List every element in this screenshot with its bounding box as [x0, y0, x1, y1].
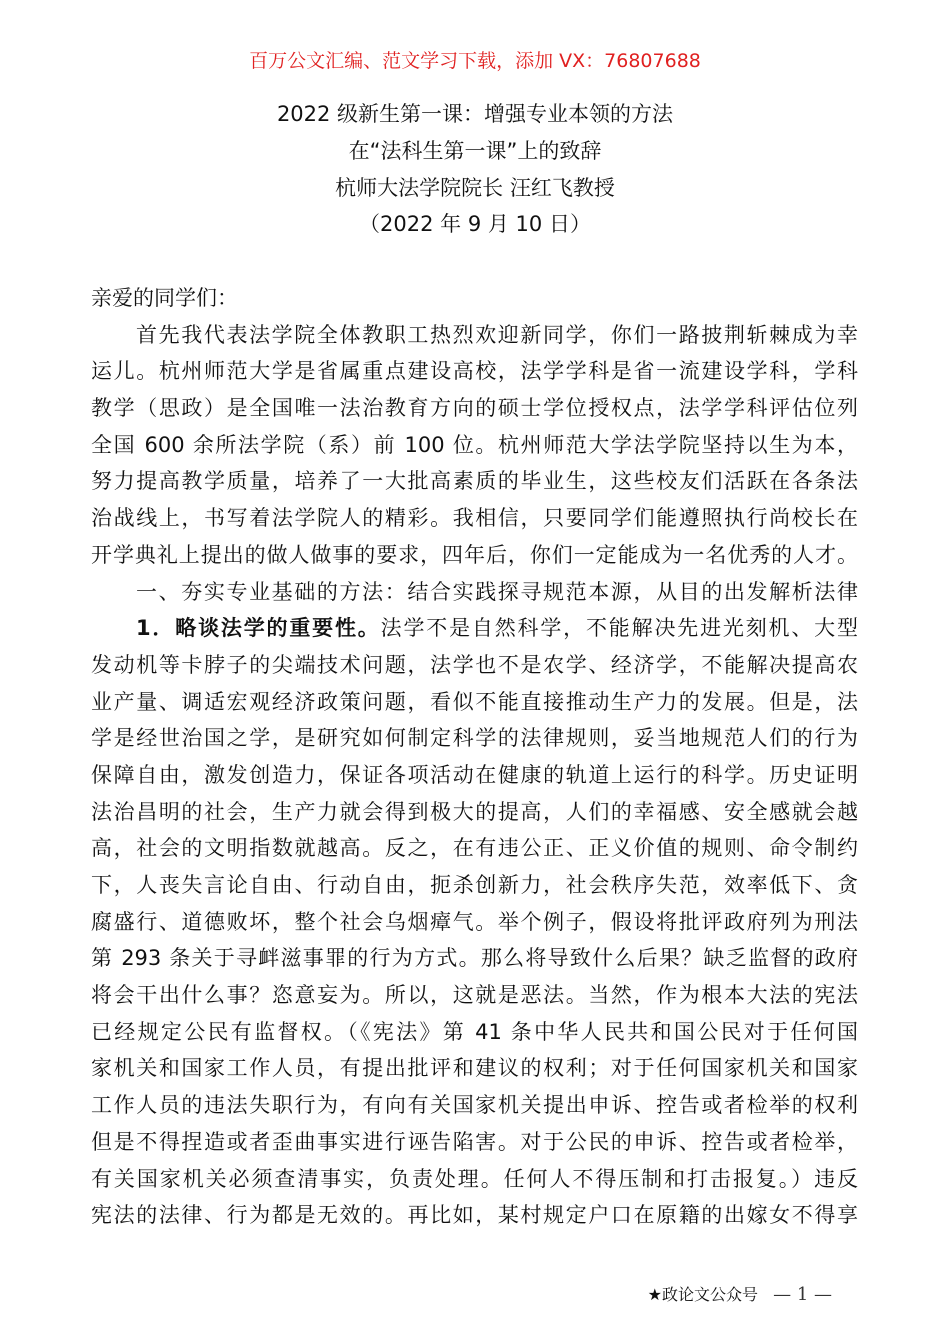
- doc-subtitle: 在“法科生第一课”上的致辞: [348, 139, 602, 163]
- text-line: 全国 600 余所法学院（系）前 100 位。杭州师范大学法学院坚持以生为本，: [91, 432, 858, 457]
- text-line: 努力提高教学质量，培养了一大批高素质的毕业生，这些校友们活跃在各条法: [91, 469, 858, 494]
- text-line: 治战线上，书写着法学院人的精彩。我相信，只要同学们能遵照执行尚校长在: [91, 506, 858, 531]
- doc-body: [91, 280, 858, 1234]
- doc-author: 杭师大法学院院长 汪红飞教授: [335, 176, 615, 200]
- text-line: 开学典礼上提出的做人做事的要求，四年后，你们一定能成为一名优秀的人才。: [91, 542, 858, 567]
- doc-title: 2022 级新生第一课：增强专业本领的方法: [276, 102, 674, 126]
- text-line: 发动机等卡脖子的尖端技术问题，法学也不是农学、经济学，不能解决提高农: [91, 652, 858, 677]
- text-line: 保障自由，激发创造力，保证各项活动在健康的轨道上运行的科学。历史证明: [91, 762, 858, 787]
- text-line: 第 293 条关于寻衅滋事罪的行为方式。那么将导致什么后果？缺乏监督的政府: [91, 946, 858, 971]
- text-line: 宪法的法律、行为都是无效的。再比如，某村规定户口在原籍的出嫁女不得享: [91, 1203, 858, 1228]
- text-line: 下，人丧失言论自由、行动自由，扼杀创新力，社会秩序失范，效率低下、贪: [91, 873, 858, 897]
- section-heading: 一、夯实专业基础的方法：结合实践探寻规范本源，从目的出发解析法律: [136, 579, 858, 604]
- watermark-banner: 百万公文汇编、范文学习下载，添加 VX：76807688: [249, 50, 701, 72]
- text-line: 但是不得捏造或者歪曲事实进行诬告陷害。对于公民的申诉、控告或者检举，: [91, 1129, 858, 1154]
- text-line: 业产量、调适宏观经济政策问题，看似不能直接推动生产力的发展。但是，法: [91, 689, 858, 714]
- doc-date: （2022 年 9 月 10 日）: [359, 212, 591, 236]
- text-line: 运儿。杭州师范大学是省属重点建设高校，法学学科是省一流建设学科，学科: [91, 359, 858, 384]
- text-line: 首先我代表法学院全体教职工热烈欢迎新同学，你们一路披荆斩棘成为幸: [136, 322, 858, 347]
- page-footer: [648, 1282, 832, 1305]
- page-number: — 1 —: [773, 1284, 832, 1305]
- text-line-rest: 法学不是自然科学，不能解决先进光刻机、大型: [380, 616, 858, 641]
- footer-source: ★政论文公众号: [647, 1285, 758, 1304]
- text-line: 有关国家机关必须查清事实，负责处理。任何人不得压制和打击报复。）违反: [91, 1166, 858, 1191]
- text-line: 将会干出什么事？恣意妄为。所以，这就是恶法。当然，作为根本大法的宪法: [91, 983, 858, 1008]
- text-line: 法治昌明的社会，生产力就会得到极大的提高，人们的幸福感、安全感就会越: [91, 799, 858, 824]
- subsection-heading: 1．略谈法学的重要性。: [136, 616, 381, 641]
- text-line: 教学（思政）是全国唯一法治教育方向的硕士学位授权点，法学学科评估位列: [91, 396, 858, 421]
- text-line: 已经规定公民有监督权。（《宪法》第 41 条中华人民共和国公民对于任何国: [91, 1019, 858, 1044]
- text-line: 学是经世治国之学，是研究如何制定科学的法律规则，妥当地规范人们的行为: [91, 726, 858, 751]
- salutation: 亲爱的同学们：: [91, 286, 238, 310]
- text-line: 家机关和国家工作人员，有提出批评和建议的权利；对于任何国家机关和国家: [91, 1056, 858, 1081]
- text-line: 高，社会的文明指数就越高。反之，在有违公正、正义价值的规则、命令制约: [91, 836, 858, 861]
- text-line: 工作人员的违法失职行为，有向有关国家机关提出申诉、控告或者检举的权利: [91, 1093, 858, 1118]
- text-line: 腐盛行、道德败坏，整个社会乌烟瘴气。举个例子，假设将批评政府列为刑法: [91, 909, 858, 934]
- text-line: [91, 610, 858, 647]
